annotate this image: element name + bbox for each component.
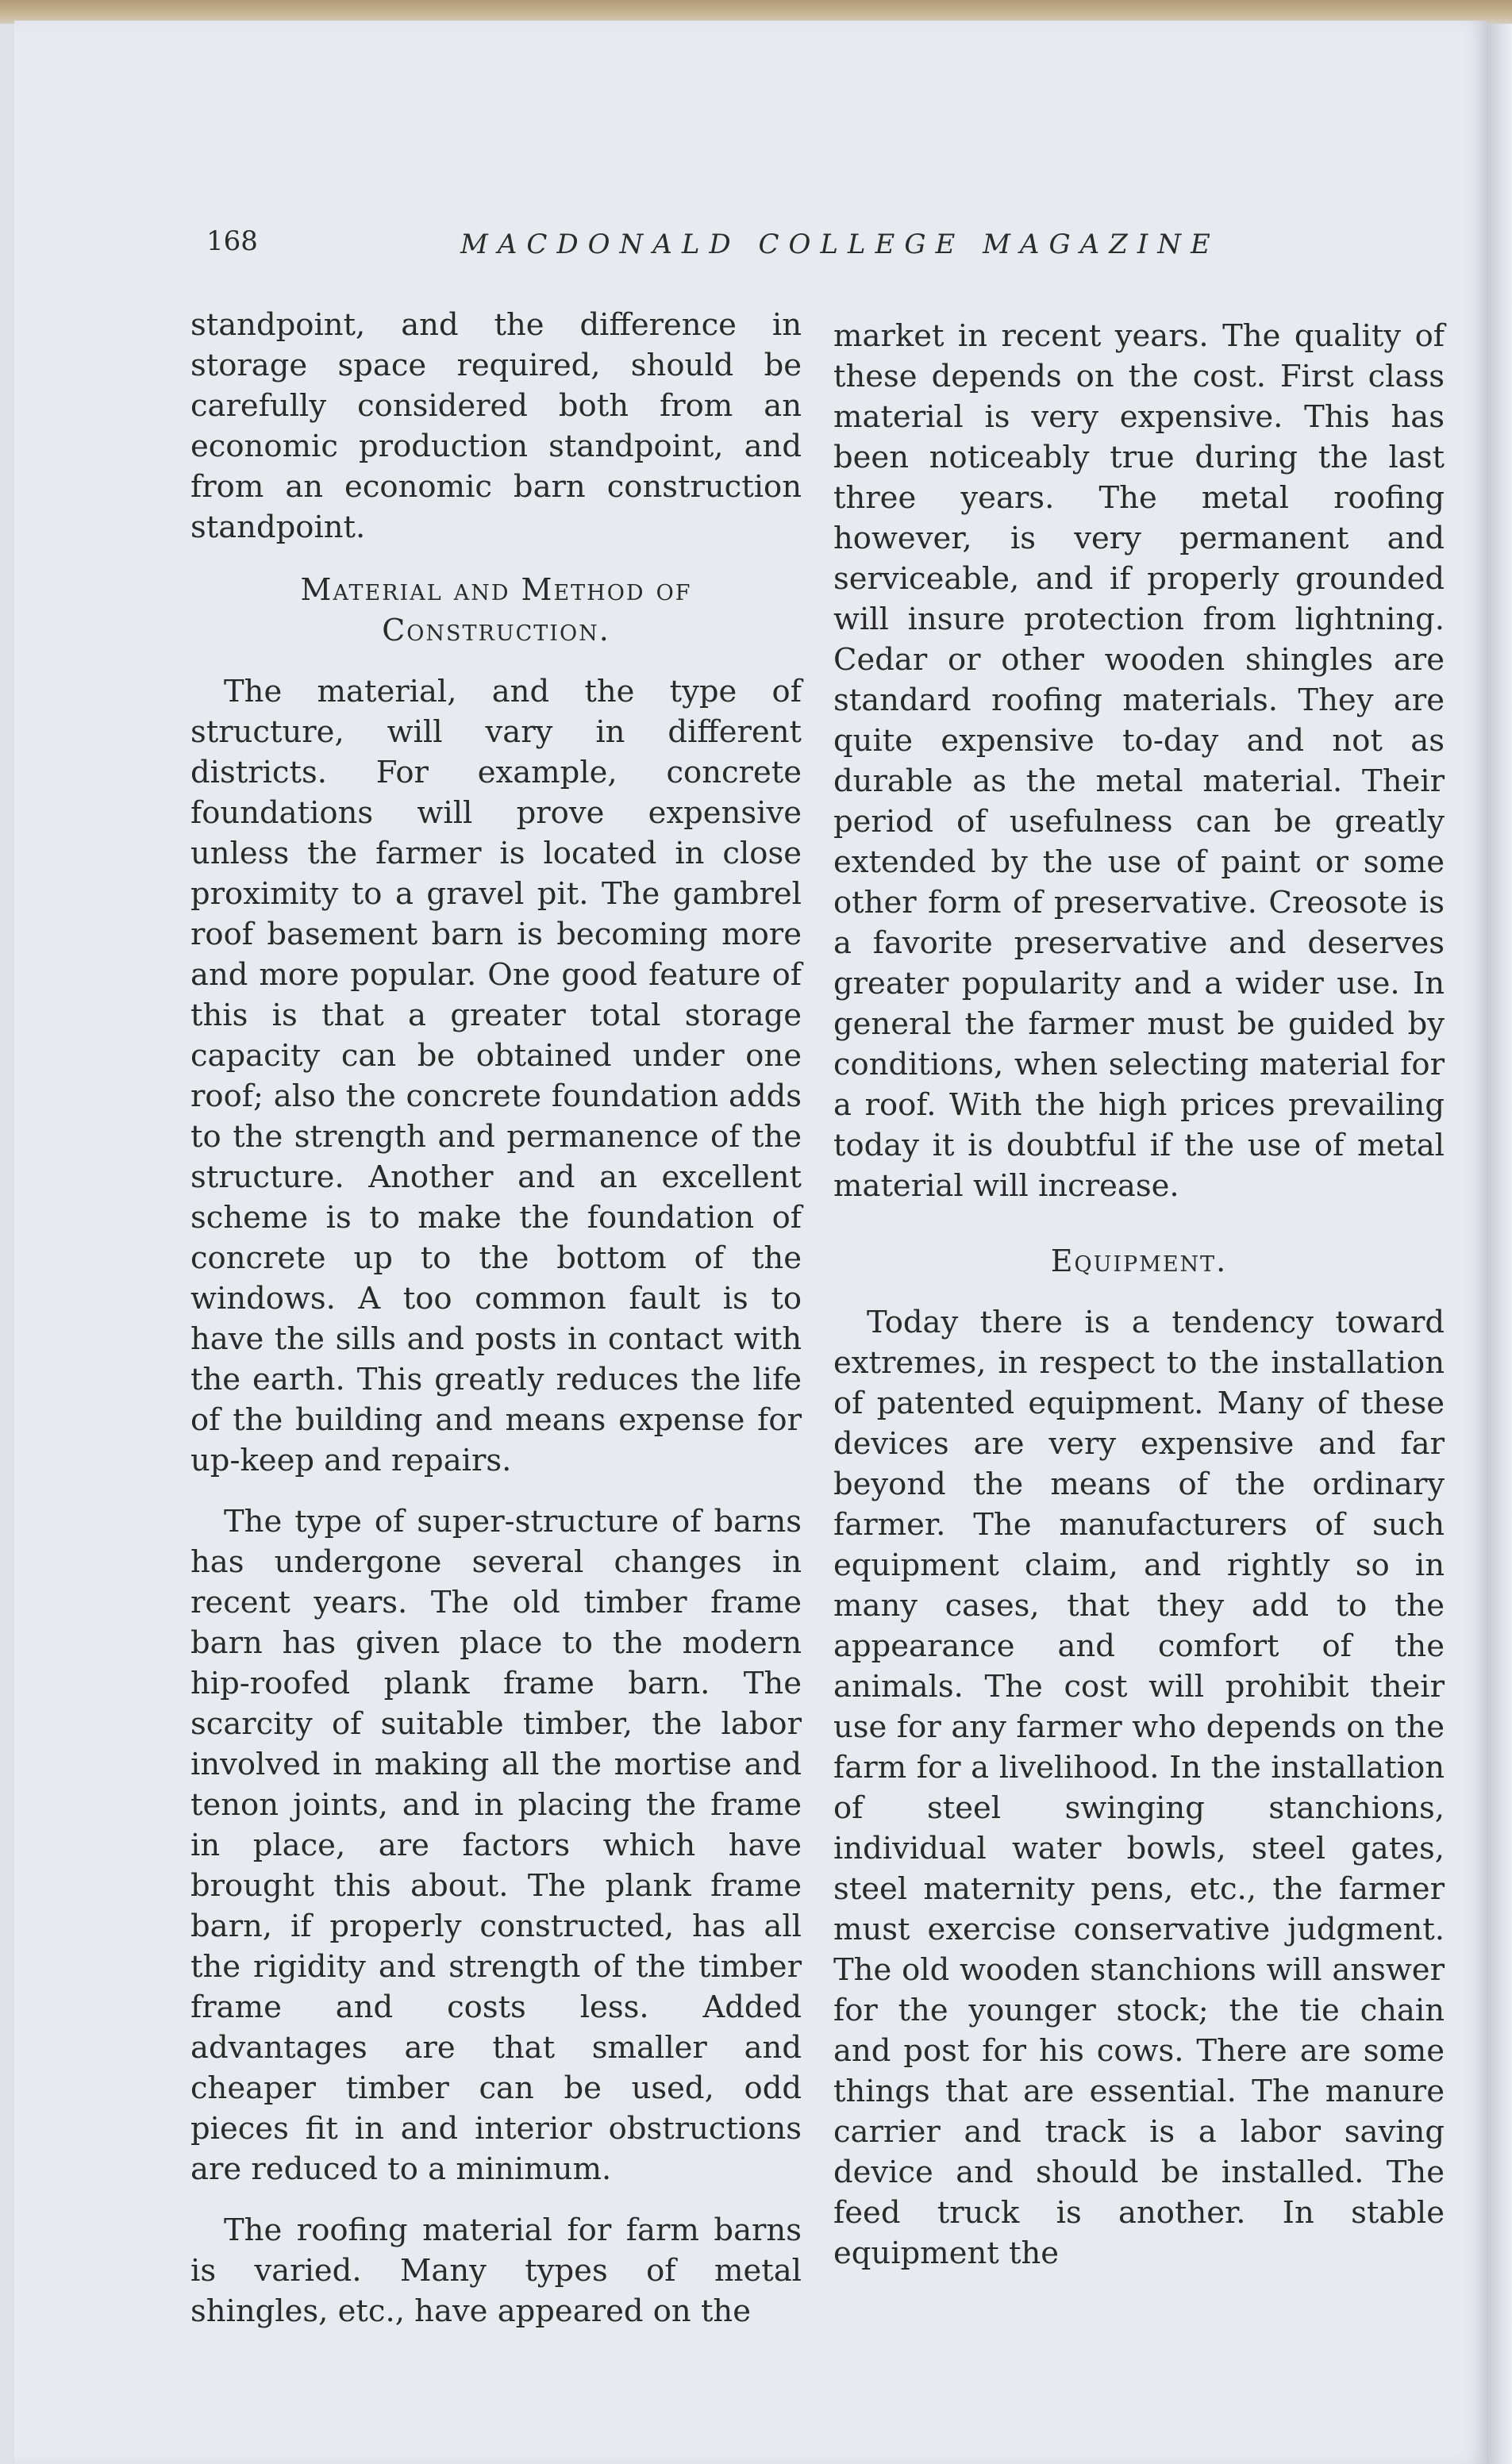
right-column <box>833 316 1445 2274</box>
scan-right-edge <box>1487 24 1512 2464</box>
left-paragraph-2: The material, and the type of structure, will vary in different districts. For example, concrete foundations will prove expensive unless the farmer is located in close proximity to a gravel pit. The gambrel roof basement barn is becoming more and more popular. One good feature of this is that a greater total storage capacity can be obtained under one roof; also the concrete foundation adds to the strength and permanence of the structure. Another and an excellent scheme is to make the foundation of concrete up to the bottom of the windows. A too common fault is to have the sills and posts in contact with the earth. This greatly reduces the life of the building and means expense for up-keep and repairs. <box>190 674 802 1478</box>
magazine-title: MACDONALD COLLEGE MAGAZINE <box>460 229 1220 260</box>
right-paragraph-1: market in recent years. The quality of these depends on the cost. First class material is very expensive. This has been noticeably true during the last three years. The metal roofing however, is very permanent and serviceable, and if properly grounded will insure protection from lightning. Cedar or other wooden shingles are standard roofing materials. They are quite expensive to-day and not as durable as the metal material. Their period of usefulness can be greatly extended by the use of paint or some other form of preservative. Creosote is a favorite preservative and deserves greater popularity and a wider use. In general the farmer must be guided by conditions, when selecting material for a roof. With the high prices prevailing today it is doubtful if the use of metal material will increase. <box>833 318 1445 1204</box>
section-heading-equipment: Equipment. <box>1050 1244 1228 1278</box>
right-paragraph-2: Today there is a tendency toward extremes, in respect to the installation of patented equipment. Many of these devices are very expensive and far beyond the means of the ordinary farmer. The manufacturers of such equipment claim, and rightly so in many cases, that they add to the appearance and comfort of the animals. The cost will prohibit their use for any farmer who depends on the farm for a livelihood. In the installation of steel swinging stanchions, individual water bowls, steel gates, steel maternity pens, etc., the farmer must exercise conservative judgment. The old wooden stanchions will answer for the younger stock; the tie chain and post for his cows. There are some things that are essential. The manure carrier and track is a labor saving device and should be installed. The feed truck is another. In stable equipment the <box>833 1305 1445 2271</box>
left-paragraph-1: standpoint, and the difference in storage space required, should be carefully considered both from an economic production standpoint, and from an economic barn construction standpoint. <box>190 307 802 545</box>
running-header <box>206 224 1254 271</box>
scan-left-edge <box>0 24 14 2464</box>
section-heading-material: Material and Method of Construction. <box>300 572 692 648</box>
page-number: 168 <box>206 225 258 257</box>
left-column <box>190 305 802 2331</box>
left-paragraph-4: The roofing material for farm barns is varied. Many types of metal shingles, etc., have appeared on the <box>190 2212 802 2329</box>
left-paragraph-3: The type of super-structure of barns has undergone several changes in recent years. The old timber frame barn has given place to the modern hip-roofed plank frame barn. The scarcity of suitable timber, the labor involved in making all the mortise and tenon joints, and in placing the frame in place, are factors which have brought this about. The plank frame barn, if properly constructed, has all the rigidity and strength of the timber frame and costs less. Added advantages are that smaller and cheaper timber can be used, odd pieces fit in and interior obstructions are reduced to a minimum. <box>190 1504 802 2187</box>
